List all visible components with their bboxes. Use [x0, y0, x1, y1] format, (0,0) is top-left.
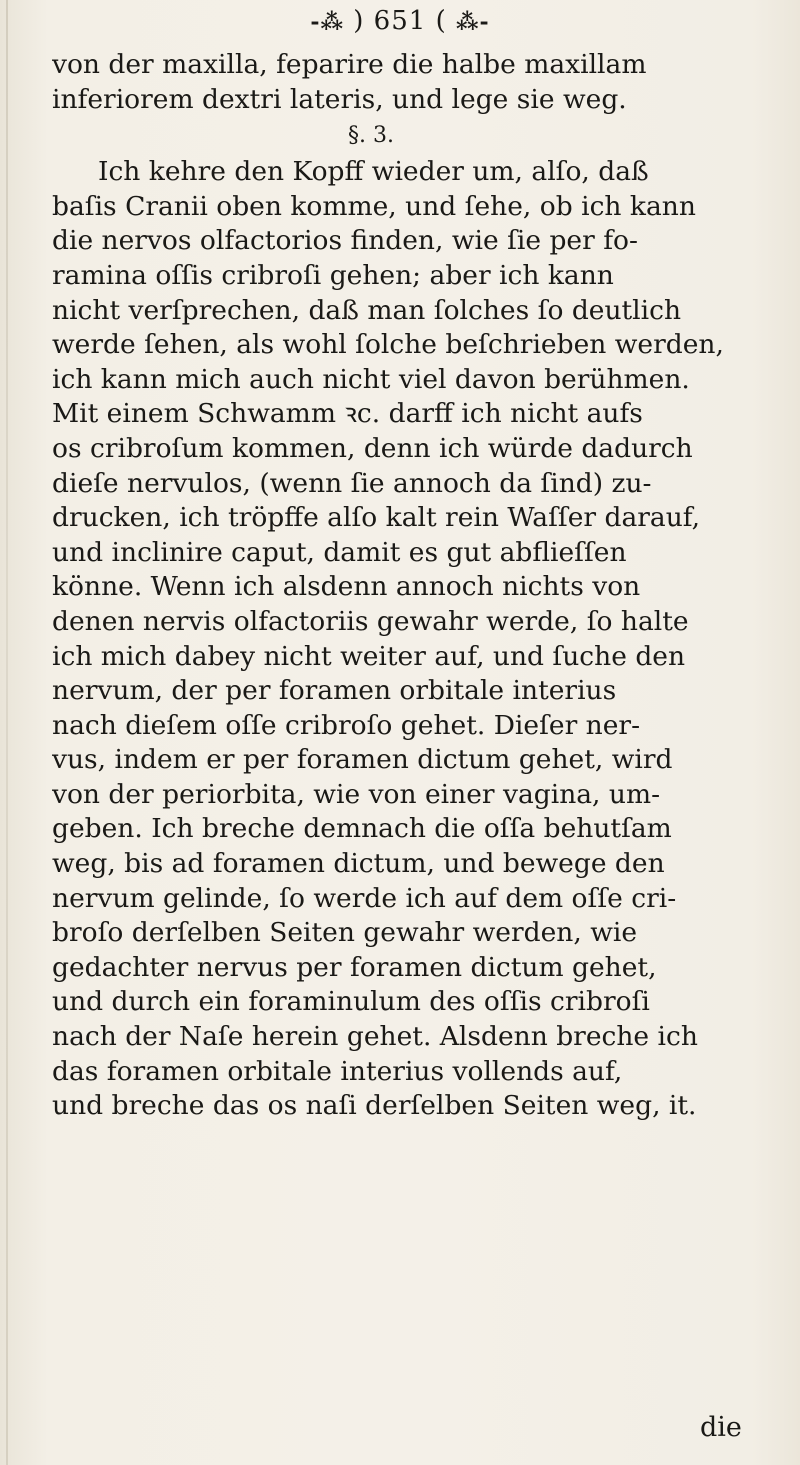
text-line: os cribroſum kommen, denn ich würde dadurch — [52, 432, 693, 464]
text-line: drucken, ich tröpffe alſo kalt rein Waſſer darauf, — [52, 502, 701, 534]
header-ornament-left: -⁂ — [310, 9, 344, 35]
text-line: baſis Cranii oben komme, und ſehe, ob ich kann — [52, 190, 696, 222]
text-line: weg, bis ad foramen dictum, und bewege den — [52, 848, 665, 880]
text-line: nach der Naſe herein gehet. Alsdenn breche ich — [52, 1021, 698, 1053]
text-line: ich kann mich auch nicht viel davon berühmen. — [52, 363, 690, 395]
text-line: nervum gelinde, ſo werde ich auf dem oſſe cri- — [52, 882, 677, 914]
text-line: und breche das os naſi derſelben Seiten weg, it. — [52, 1090, 697, 1122]
text-line: von der periorbita, wie von einer vagina, um- — [52, 778, 661, 810]
text-line: ich mich dabey nicht weiter auf, und ſuche den — [52, 640, 686, 672]
page-header — [0, 6, 800, 36]
text-line: broſo derſelben Seiten gewahr werden, wie — [52, 917, 638, 949]
text-line: nach dieſem oſſe cribroſo gehet. Dieſer ner- — [52, 709, 641, 741]
catchword: die — [700, 1412, 742, 1443]
text-line: Mit einem Schwamm ꝛc. darff ich nicht aufs — [52, 398, 643, 430]
text-line: ramina oſſis cribroſi gehen; aber ich kann — [52, 259, 614, 291]
text-line: vus, indem er per foramen dictum gehet, wird — [52, 744, 673, 776]
text-line: das foramen orbitale interius vollends auf, — [52, 1055, 623, 1087]
page-number: ) 651 ( — [353, 6, 447, 36]
text-line: inferiorem dextri lateris, und lege sie weg. — [52, 83, 627, 115]
text-line: geben. Ich breche demnach die oſſa behutſam — [52, 813, 672, 845]
text-line: dieſe nervulos, (wenn ſie annoch da ſind) zu- — [52, 467, 652, 499]
page-gutter — [6, 0, 8, 1465]
text-line: die nervos olfactorios finden, wie ſie per fo- — [52, 225, 638, 257]
text-line: nicht verſprechen, daß man ſolches ſo deutlich — [52, 294, 682, 326]
text-line: von der maxilla, feparire die halbe maxillam — [52, 49, 647, 80]
text-line: denen nervis olfactoriis gewahr werde, ſo halte — [52, 605, 689, 637]
text-line: gedachter nervus per foramen dictum gehet, — [52, 951, 657, 983]
body-text — [52, 48, 770, 1124]
section-heading: §. 3. — [348, 123, 394, 149]
text-line: nervum, der per foramen orbitale interius — [52, 675, 617, 707]
text-line: könne. Wenn ich alsdenn annoch nichts von — [52, 571, 641, 603]
text-line: und durch ein foraminulum des oſſis cribroſi — [52, 986, 650, 1018]
header-ornament-right: ⁂- — [455, 9, 490, 35]
text-line: Ich kehre den Kopff wieder um, alſo, daß — [98, 156, 649, 188]
text-line: werde ſehen, als wohl ſolche beſchrieben werden, — [52, 329, 724, 361]
text-line: und inclinire caput, damit es gut abflieſſen — [52, 536, 627, 568]
